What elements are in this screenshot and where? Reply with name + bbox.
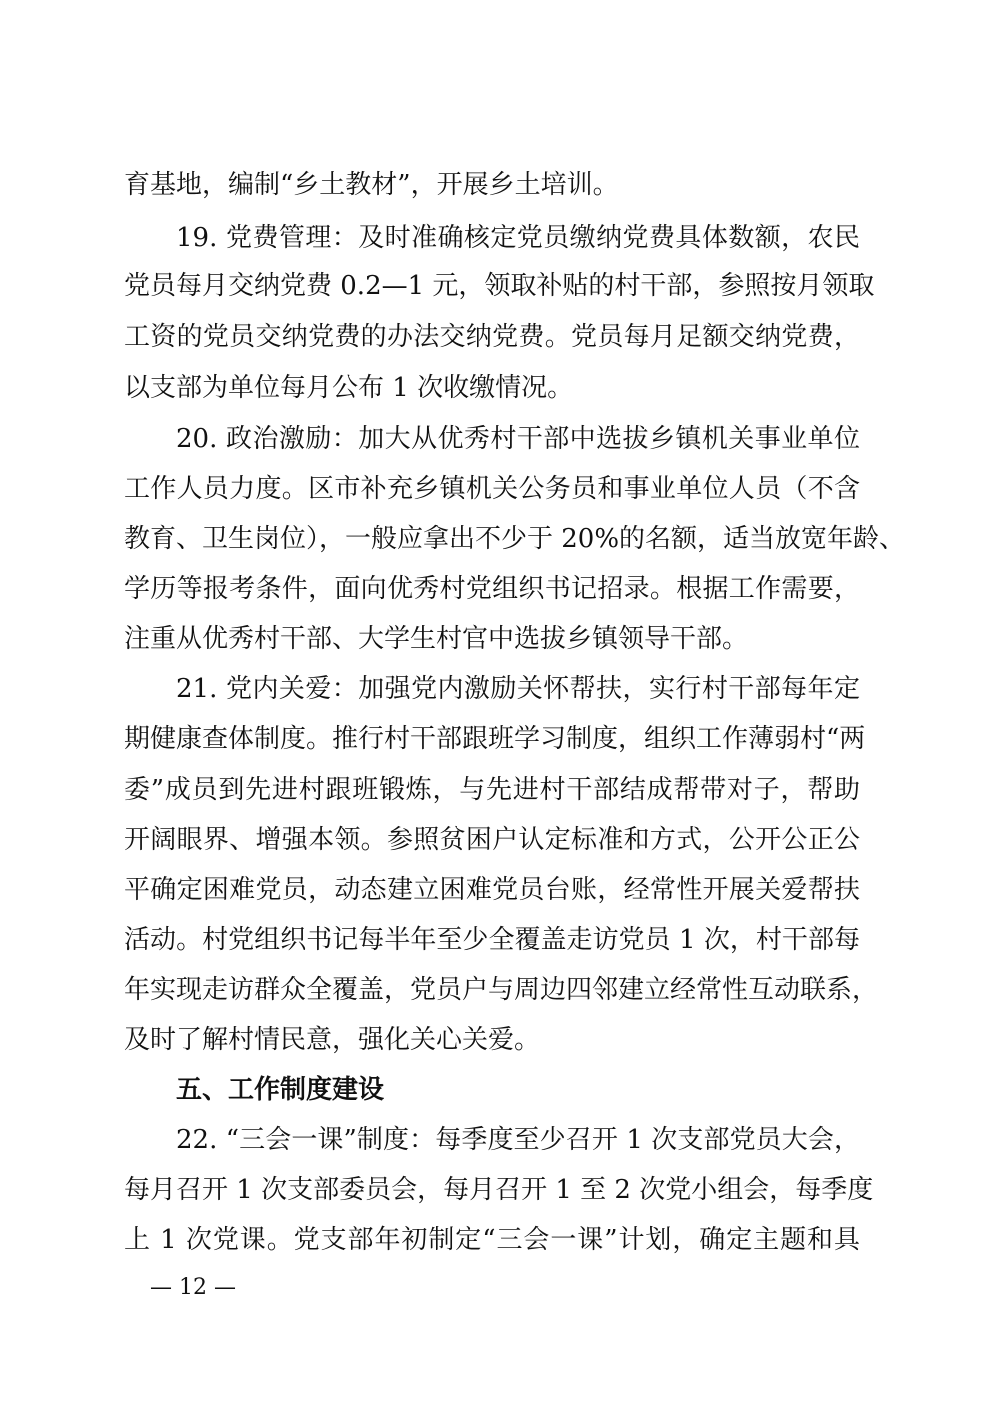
paragraph-19-first-line: 19. 党费管理：及时准确核定党员缴纳党费具体数额，农民 bbox=[176, 223, 860, 253]
text-line: 委”成员到先进村跟班锻炼，与先进村干部结成帮带对子，帮助 bbox=[124, 775, 860, 805]
text-line: 教育、卫生岗位），一般应拿出不少于 20%的名额，适当放宽年龄、 bbox=[124, 524, 906, 554]
text-line: 学历等报考条件，面向优秀村党组织书记招录。根据工作需要， bbox=[124, 574, 860, 604]
text-line: 党员每月交纳党费 0.2—1 元，领取补贴的村干部，参照按月领取 bbox=[124, 271, 875, 301]
paragraph-20-first-line: 20. 政治激励：加大从优秀村干部中选拔乡镇机关事业单位 bbox=[176, 424, 860, 454]
text-line: 每月召开 1 次支部委员会，每月召开 1 至 2 次党小组会，每季度 bbox=[124, 1175, 874, 1205]
page-number: — 12 — bbox=[150, 1275, 236, 1300]
text-line: 注重从优秀村干部、大学生村官中选拔乡镇领导干部。 bbox=[124, 624, 749, 654]
paragraph-22-first-line: 22. “三会一课”制度：每季度至少召开 1 次支部党员大会， bbox=[176, 1125, 860, 1155]
text-line: 育基地，编制“乡土教材”，开展乡土培训。 bbox=[124, 170, 619, 200]
text-line: 工资的党员交纳党费的办法交纳党费。党员每月足额交纳党费， bbox=[124, 322, 860, 352]
text-line: 期健康查体制度。推行村干部跟班学习制度，组织工作薄弱村“两 bbox=[124, 724, 866, 754]
text-line: 及时了解村情民意，强化关心关爱。 bbox=[124, 1025, 541, 1055]
text-line: 平确定困难党员，动态建立困难党员台账，经常性开展关爱帮扶 bbox=[124, 875, 860, 905]
text-line: 以支部为单位每月公布 1 次收缴情况。 bbox=[124, 373, 574, 403]
text-line: 活动。村党组织书记每半年至少全覆盖走访党员 1 次，村干部每 bbox=[124, 925, 860, 955]
text-line: 工作人员力度。区市补充乡镇机关公务员和事业单位人员（不含 bbox=[124, 474, 860, 504]
paragraph-21-first-line: 21. 党内关爱：加强党内激励关怀帮扶，实行村干部每年定 bbox=[176, 674, 860, 704]
text-line: 年实现走访群众全覆盖，党员户与周边四邻建立经常性互动联系， bbox=[124, 975, 879, 1005]
section-heading: 五、工作制度建设 bbox=[176, 1075, 385, 1105]
text-line: 开阔眼界、增强本领。参照贫困户认定标准和方式，公开公正公 bbox=[124, 825, 860, 855]
text-line: 上 1 次党课。党支部年初制定“三会一课”计划，确定主题和具 bbox=[124, 1225, 860, 1255]
